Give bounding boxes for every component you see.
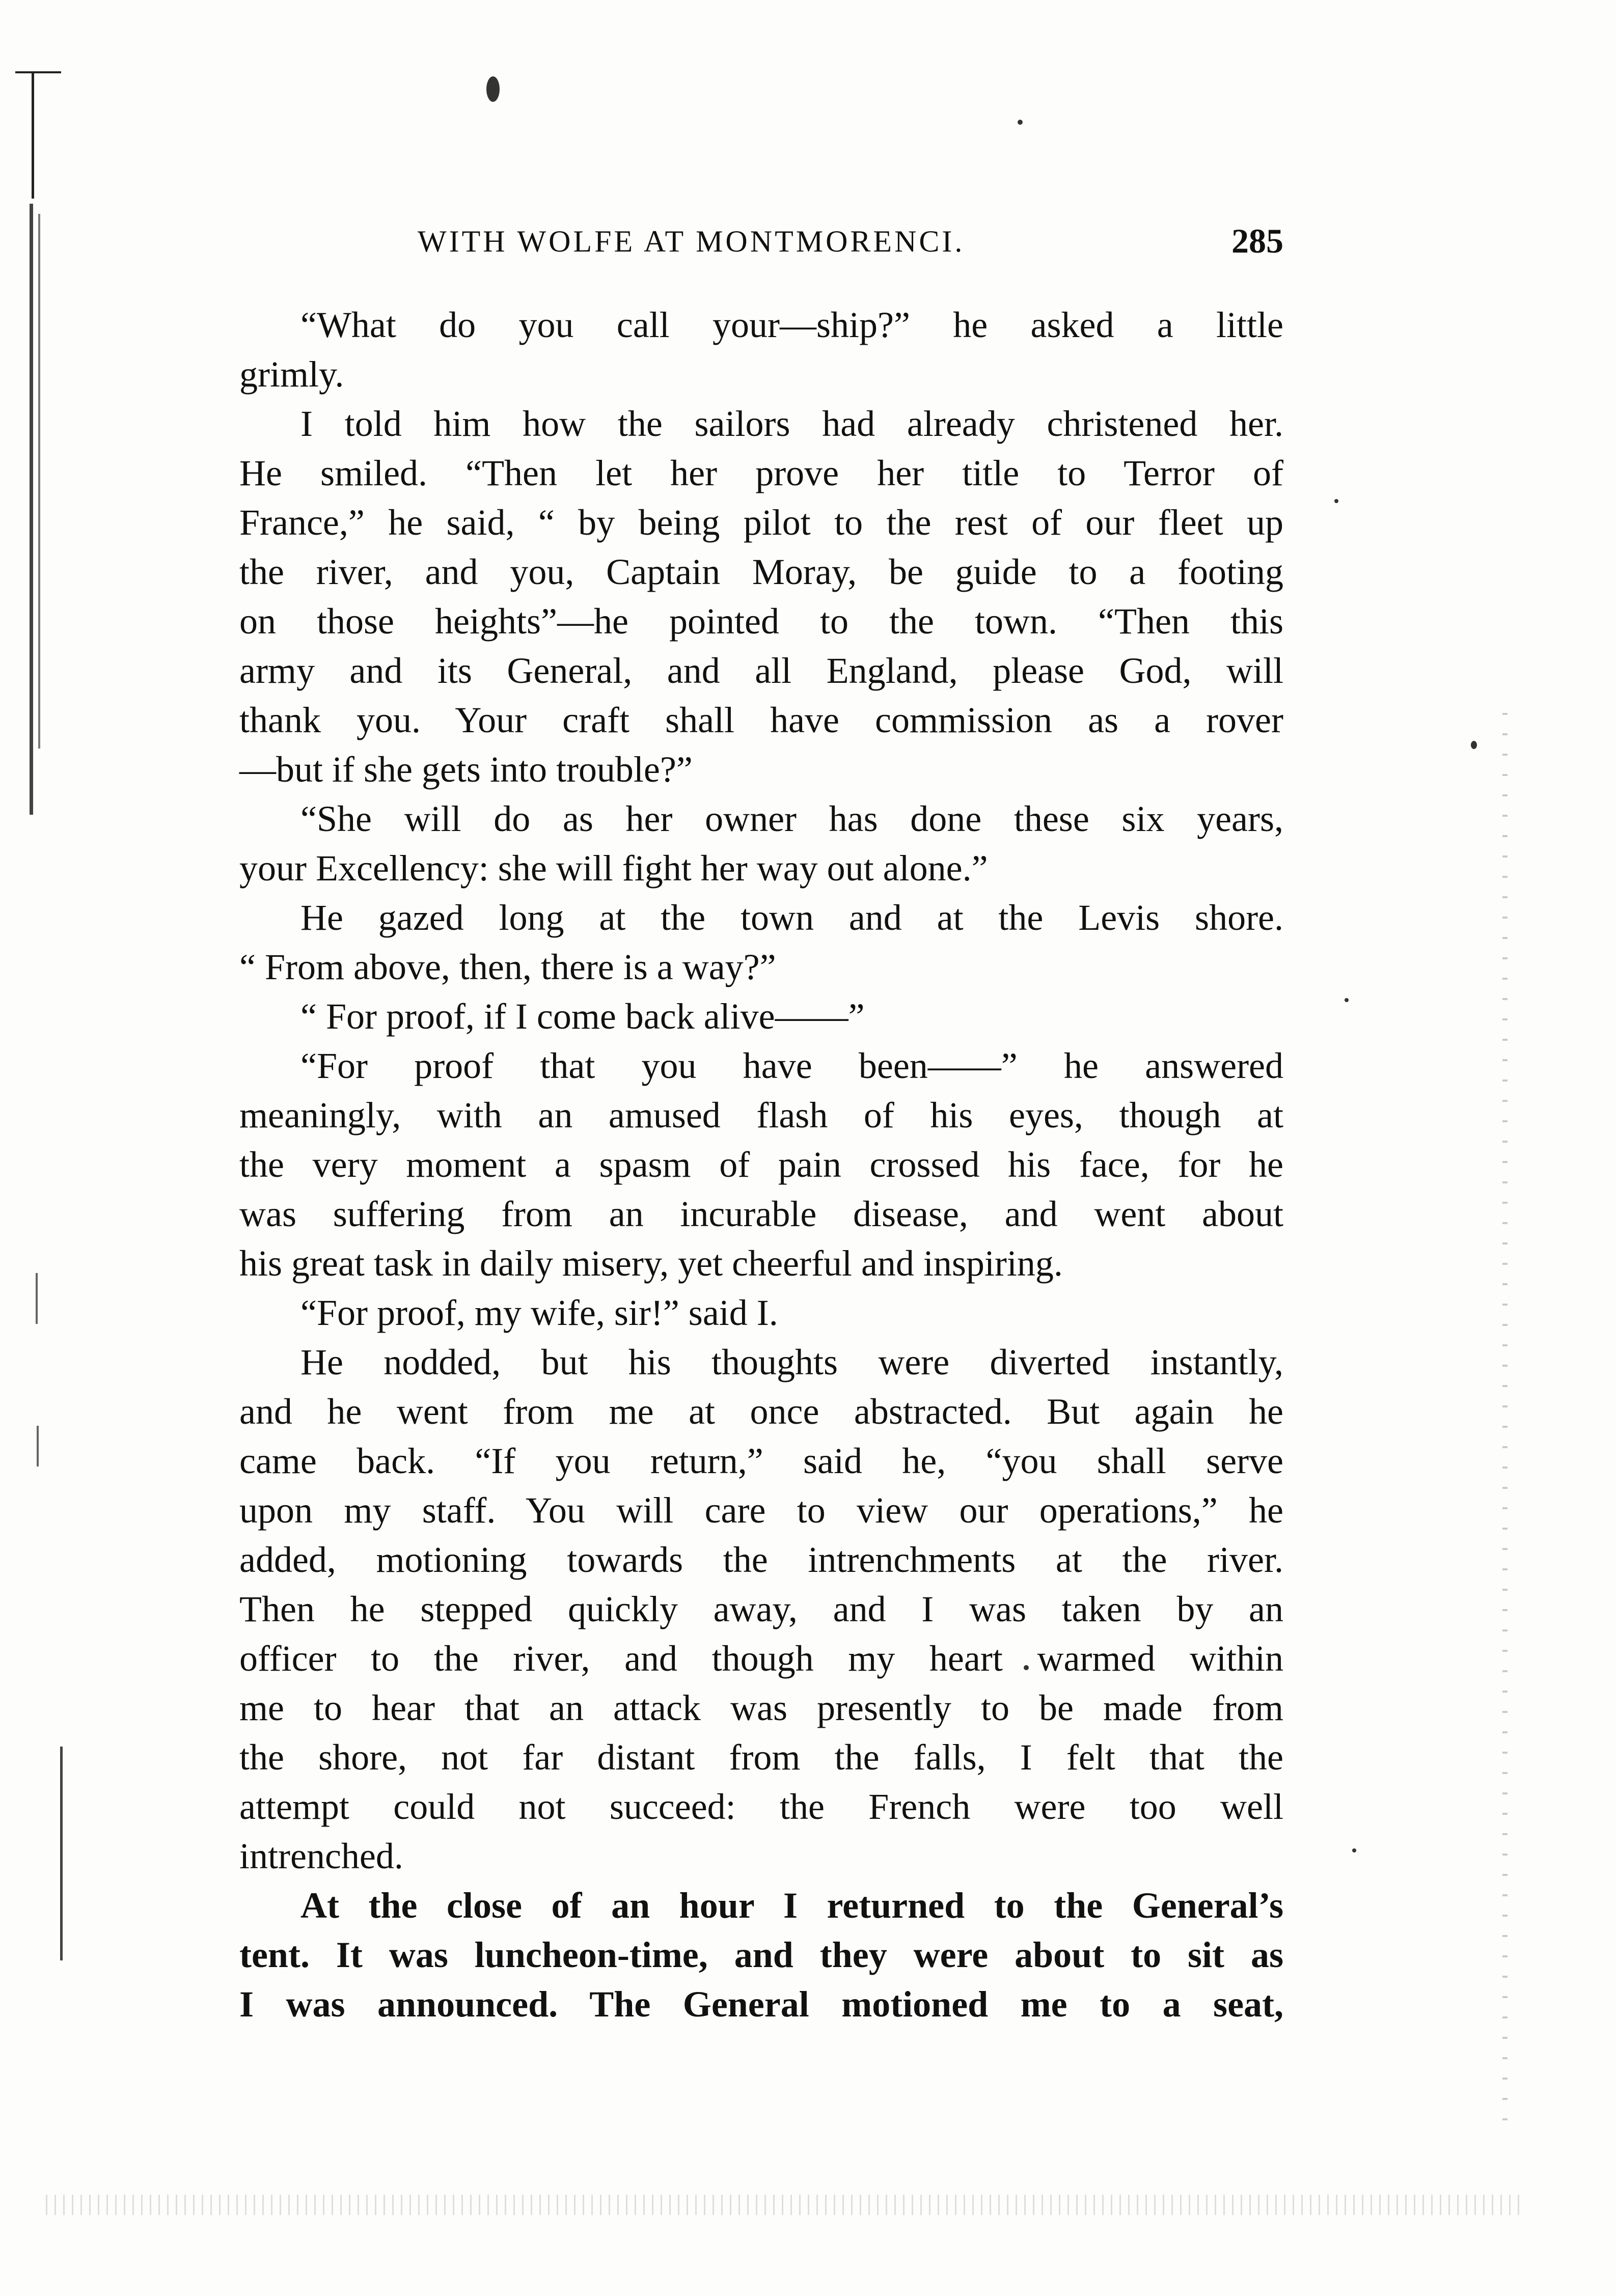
text-line: your Excellency: she will fight her way out alone.” (239, 848, 988, 889)
text-line: tent. It was luncheon-time, and they were about to sit as (239, 1934, 1283, 1975)
running-title: WITH WOLFE AT MONTMORENCI. (418, 225, 965, 258)
page-number: 285 (1231, 222, 1283, 260)
text-line: grimly. (239, 354, 344, 395)
text-line: his great task in daily misery, yet cheerful and inspiring. (239, 1243, 1063, 1284)
text-line: I was announced. The General motioned me to a seat, (239, 1984, 1283, 2025)
text-line: “She will do as her owner has done these six years, (300, 798, 1283, 839)
binding-edge-mark (37, 1426, 39, 1467)
binding-edge-mark (30, 204, 33, 815)
text-line: the shore, not far distant from the falls, I felt that the (239, 1737, 1283, 1778)
ink-speck (1334, 499, 1338, 503)
text-line: me to hear that an attack was presently to be made from (239, 1688, 1283, 1728)
text-line: He smiled. “Then let her prove her title to Terror of (239, 453, 1283, 493)
text-line: the very moment a spasm of pain crossed his face, for he (239, 1144, 1283, 1185)
text-line: He gazed long at the town and at the Levis shore. (300, 897, 1283, 938)
text-line: I told him how the sailors had already christened her. (300, 403, 1283, 444)
ink-speck (1471, 741, 1477, 749)
ink-speck (486, 76, 500, 102)
text-line: At the close of an hour I returned to the General’s (300, 1885, 1283, 1926)
scan-noise-right (1502, 713, 1508, 2139)
text-line: meaningly, with an amused flash of his eyes, though at (239, 1095, 1283, 1136)
text-line: the river, and you, Captain Moray, be guide to a footing (239, 551, 1283, 592)
text-line: was suffering from an incurable disease, and went about (239, 1194, 1283, 1234)
body-text (239, 300, 1283, 2029)
page-header (239, 224, 1283, 270)
ink-speck (1018, 120, 1023, 125)
ink-speck (1352, 1848, 1356, 1852)
binding-edge-mark (32, 71, 34, 199)
text-line: army and its General, and all England, please God, will (239, 650, 1283, 691)
text-line: —but if she gets into trouble?” (239, 749, 693, 790)
text-line: officer to the river, and though my heart warmed within (239, 1638, 1283, 1679)
binding-edge-mark (15, 71, 61, 73)
text-line: “For proof, my wife, sir!” said I. (300, 1292, 778, 1333)
text-line: intrenched. (239, 1836, 403, 1876)
binding-edge-mark (38, 214, 40, 749)
text-line: added, motioning towards the intrenchments at the river. (239, 1539, 1283, 1580)
text-line: Then he stepped quickly away, and I was taken by an (239, 1589, 1283, 1629)
text-line: “ For proof, if I come back alive——” (300, 996, 865, 1037)
text-line: on those heights”—he pointed to the town. “Then this (239, 601, 1283, 642)
text-line: attempt could not succeed: the French were too well (239, 1786, 1283, 1827)
binding-edge-mark (60, 1747, 63, 1960)
text-line: “ From above, then, there is a way?” (239, 947, 776, 987)
text-line: “What do you call your—ship?” he asked a little (300, 305, 1283, 345)
binding-edge-mark (36, 1273, 38, 1324)
text-line: upon my staff. You will care to view our operations,” he (239, 1490, 1283, 1531)
text-line: France,” he said, “ by being pilot to the rest of our fleet up (239, 502, 1283, 543)
text-line: He nodded, but his thoughts were diverted instantly, (300, 1342, 1283, 1382)
text-line: came back. “If you return,” said he, “you shall serve (239, 1441, 1283, 1481)
text-line: thank you. Your craft shall have commission as a rover (239, 700, 1283, 740)
scan-noise-bottom (46, 2195, 1523, 2215)
ink-speck (1345, 998, 1349, 1002)
text-line: “For proof that you have been——” he answered (300, 1045, 1283, 1086)
text-line: and he went from me at once abstracted. But again he (239, 1391, 1283, 1432)
